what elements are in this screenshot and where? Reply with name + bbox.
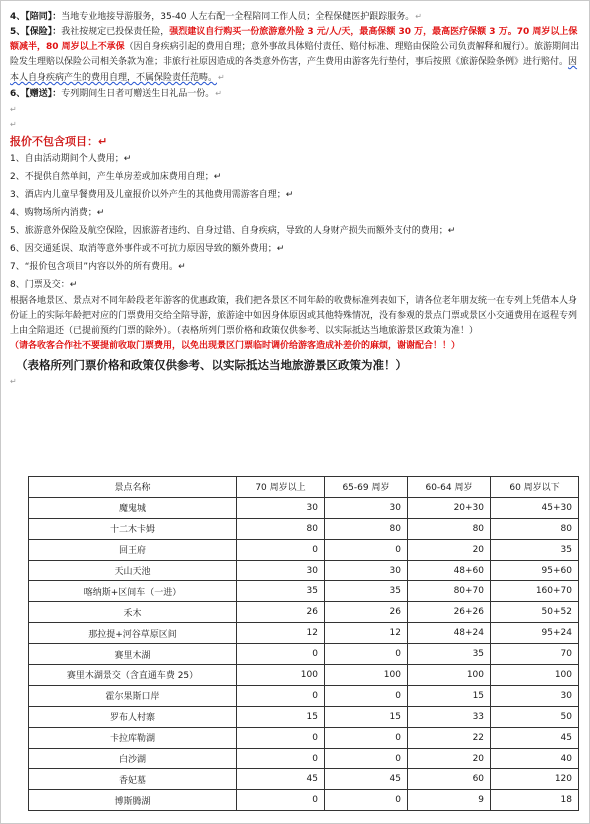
attraction-name-cell: 博斯腾湖 (29, 790, 237, 811)
col-header-name: 景点名称 (29, 477, 237, 498)
price-cell: 33 (407, 706, 490, 727)
price-cell: 15 (324, 706, 407, 727)
table-row (29, 497, 579, 518)
price-cell: 45 (324, 769, 407, 790)
price-cell: 26 (237, 602, 325, 623)
price-cell: 0 (324, 727, 407, 748)
gift-label: 6、【赠送】： (10, 89, 62, 99)
price-cell: 120 (491, 769, 579, 790)
price-cell: 0 (324, 644, 407, 665)
table-row (29, 560, 579, 581)
price-cell: 30 (324, 497, 407, 518)
price-cell: 80 (324, 518, 407, 539)
exclusion-item-1: 1、自由活动期间个人费用；↵ (10, 154, 132, 164)
price-cell: 100 (237, 665, 325, 686)
attraction-name-cell: 禾木 (29, 602, 237, 623)
attraction-name-cell: 喀纳斯+区间车（一进） (29, 581, 237, 602)
ticket-policy-paragraph: 根据各地景区、景点对不同年龄段老年游客的优惠政策，我们把各景区不同年龄的收费标准列表如下，请各位老年朋友统一在专列上凭借本人身份证上的实际年龄把对应的门票费用交给全陪导游，旅游途中如因身体原因或其他特殊情况，没有参观的景点门票或景区小交通费用在返程专列上由全陪退还（已提前预约门票的除外）。（表格所列门票价格和政策仅供参考、以实际抵达当地旅游景区政策为准！） (10, 296, 578, 336)
exclusion-item-2: 2、不提供自然单间，产生单房差或加床费用自理；↵ (10, 172, 222, 182)
empty-line: ↵ (10, 120, 17, 129)
price-cell: 15 (407, 685, 490, 706)
attraction-name-cell: 香妃墓 (29, 769, 237, 790)
attraction-name-cell: 魔鬼城 (29, 497, 237, 518)
col-header-70-plus: 70 周岁以上 (237, 477, 325, 498)
price-cell: 35 (491, 539, 579, 560)
price-cell: 45 (491, 727, 579, 748)
exclusion-item-7: 7、“报价包含项目”内容以外的所有费用。↵ (10, 262, 186, 272)
insurance-text-b: （因自身疾病引起的费用自理；意外事故具体赔付责任、赔付标准、理赔由保险公司负责解释和履行）。旅游期间出险发生理赔以保险公司相关条款为准；非旅行社原因造成的各类意外伤害，产生费用由游客先行垫付，事后按照《旅游保险条例》进行赔付。 (10, 42, 580, 67)
price-cell: 50 (491, 706, 579, 727)
price-cell: 0 (324, 685, 407, 706)
paragraph-mark-icon: ↵ (218, 73, 225, 82)
price-cell: 100 (491, 665, 579, 686)
col-header-under-60: 60 周岁以下 (491, 477, 579, 498)
attraction-name-cell: 霍尔果斯口岸 (29, 685, 237, 706)
price-cell: 0 (237, 685, 325, 706)
exclusion-item-3: 3、酒店内儿童早餐费用及儿童报价以外产生的其他费用需游客自理；↵ (10, 190, 294, 200)
table-row (29, 665, 579, 686)
exclusion-item-6: 6、因交通延误、取消等意外事件或不可抗力原因导致的额外费用；↵ (10, 244, 285, 254)
price-cell: 95+24 (491, 623, 579, 644)
table-row (29, 790, 579, 811)
price-cell: 100 (407, 665, 490, 686)
price-cell: 80 (491, 518, 579, 539)
col-header-65-69: 65-69 周岁 (324, 477, 407, 498)
table-row (29, 644, 579, 665)
table-row (29, 769, 579, 790)
table-row (29, 539, 579, 560)
price-cell: 9 (407, 790, 490, 811)
gift-paragraph (10, 86, 580, 102)
price-cell: 45 (237, 769, 325, 790)
exclusion-item-5: 5、旅游意外保险及航空保险，因旅游者违约、自身过错、自身疾病，导致的人身财产损失而额外支付的费用；↵ (10, 226, 456, 236)
price-cell: 26+26 (407, 602, 490, 623)
price-cell: 35 (324, 581, 407, 602)
attraction-name-cell: 天山天池 (29, 560, 237, 581)
empty-line: ↵ (10, 105, 17, 114)
exclusion-item-4: 4、购物场所内消费；↵ (10, 208, 105, 218)
price-cell: 0 (324, 748, 407, 769)
price-cell: 26 (324, 602, 407, 623)
price-cell: 0 (237, 727, 325, 748)
price-cell: 70 (491, 644, 579, 665)
paragraph-mark-icon: ↵ (415, 12, 422, 21)
attraction-name-cell: 白沙湖 (29, 748, 237, 769)
price-cell: 48+60 (407, 560, 490, 581)
table-row (29, 518, 579, 539)
table-row (29, 748, 579, 769)
attraction-name-cell: 罗布人村寨 (29, 706, 237, 727)
gift-text: 专列期间生日者可赠送生日礼品一份。 (61, 89, 215, 99)
price-cell: 0 (237, 644, 325, 665)
insurance-label: 5、【保险】： (10, 27, 62, 37)
price-cell: 30 (491, 685, 579, 706)
table-row (29, 727, 579, 748)
insurance-text-c: 因本人自身疾病产生的费用自理，不属保险责任范畴。 (10, 57, 578, 83)
document-content (10, 9, 580, 389)
table-row (29, 602, 579, 623)
price-cell: 30 (237, 560, 325, 581)
price-cell: 95+60 (491, 560, 579, 581)
table-row (29, 706, 579, 727)
exclusion-item-8: 8、门票及交：↵ (10, 280, 78, 290)
price-cell: 0 (237, 539, 325, 560)
price-cell: 0 (324, 790, 407, 811)
price-cell: 30 (324, 560, 407, 581)
attraction-name-cell: 回王府 (29, 539, 237, 560)
price-cell: 48+24 (407, 623, 490, 644)
price-cell: 80 (407, 518, 490, 539)
attraction-name-cell: 十二木卡姆 (29, 518, 237, 539)
price-cell: 15 (237, 706, 325, 727)
escort-label: 4、【陪同】： (10, 12, 62, 22)
price-cell: 20 (407, 539, 490, 560)
table-header-row (29, 477, 579, 498)
price-cell: 0 (237, 748, 325, 769)
escort-text: 当地专业地接导游服务，35-40 人左右配一全程陪同工作人员；全程保健医护跟踪服务。 (61, 12, 415, 22)
paragraph-mark-icon: ↵ (215, 89, 222, 98)
attraction-name-cell: 赛里木湖 (29, 644, 237, 665)
ticket-red-notice: （请各收客合作社不要提前收取门票费用，以免出现景区门票临时调价给游客造成补差价的麻烦，谢谢配合！！） (10, 341, 461, 351)
price-cell: 22 (407, 727, 490, 748)
exclusions-heading: 报价不包含项目：↵ (10, 135, 108, 148)
price-cell: 0 (237, 790, 325, 811)
price-cell: 60 (407, 769, 490, 790)
ticket-price-table (28, 476, 579, 811)
price-cell: 20+30 (407, 497, 490, 518)
price-cell: 50+52 (491, 602, 579, 623)
price-cell: 12 (237, 623, 325, 644)
paragraph-mark-icon: ↵ (98, 135, 108, 148)
insurance-warning: 强烈建议自行购买一份旅游意外险 3 元/人/天，最高保额 30 万，最高医疗保额 3 万。70 周岁以上保额减半，80 周岁以上不承保 (10, 27, 578, 52)
price-cell: 45+30 (491, 497, 579, 518)
price-cell: 160+70 (491, 581, 579, 602)
price-cell: 35 (237, 581, 325, 602)
table-row (29, 581, 579, 602)
price-cell: 35 (407, 644, 490, 665)
attraction-name-cell: 卡拉库勒湖 (29, 727, 237, 748)
empty-line: ↵ (10, 377, 17, 386)
insurance-paragraph (10, 25, 580, 86)
insurance-text-a: 我社按规定已投保责任险， (61, 27, 170, 37)
price-cell: 12 (324, 623, 407, 644)
ticket-table-body (29, 497, 579, 810)
attraction-name-cell: 那拉提+河谷草原区间 (29, 623, 237, 644)
price-cell: 18 (491, 790, 579, 811)
price-cell: 30 (237, 497, 325, 518)
price-cell: 40 (491, 748, 579, 769)
table-row (29, 685, 579, 706)
price-cell: 100 (324, 665, 407, 686)
escort-paragraph (10, 9, 580, 25)
table-row (29, 623, 579, 644)
price-cell: 20 (407, 748, 490, 769)
attraction-name-cell: 赛里木湖景交（含直通车费 25） (29, 665, 237, 686)
price-cell: 80+70 (407, 581, 490, 602)
price-cell: 0 (324, 539, 407, 560)
ticket-bold-notice: （表格所列门票价格和政策仅供参考、以实际抵达当地旅游景区政策为准！） (16, 358, 407, 372)
price-cell: 80 (237, 518, 325, 539)
col-header-60-64: 60-64 周岁 (407, 477, 490, 498)
